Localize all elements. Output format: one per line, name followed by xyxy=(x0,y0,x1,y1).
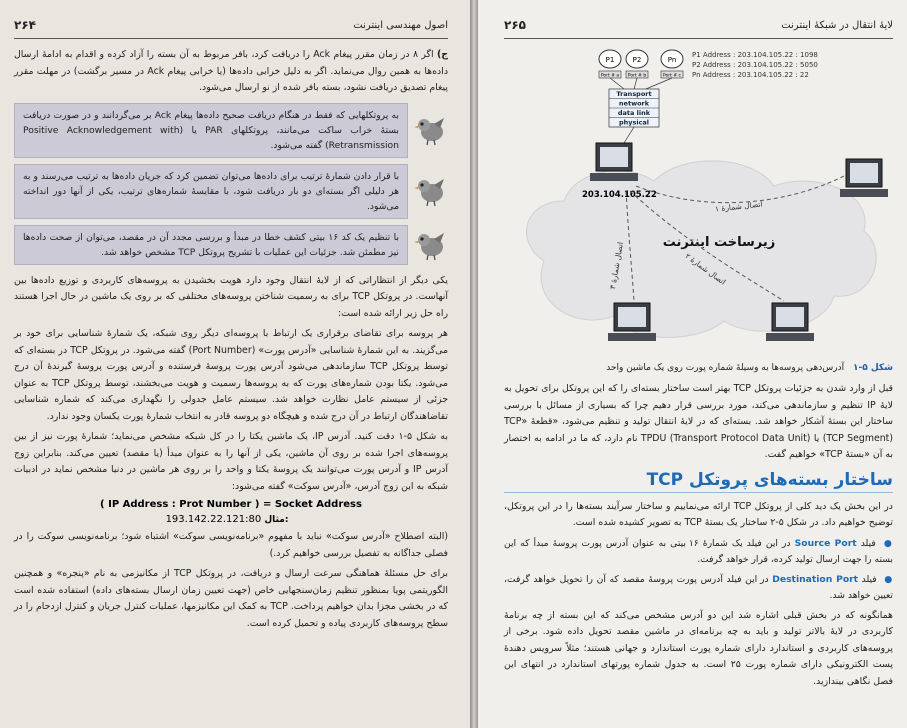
bird-icon xyxy=(414,114,448,146)
connection-label: اتصال شمارهٔ ۱ xyxy=(714,199,763,214)
process-label: Pn xyxy=(667,56,677,64)
footnote-paragraph: (البته اصطلاح «آدرس سوکت» نباید با مفهوم «برنامه‌نویسی سوکت» اشتباه شود؛ برنامه‌نویسی سوکت را در فصلی جداگانه به تفصیل بررسی خواهیم کرد.) xyxy=(14,531,448,559)
port-label: Port # c xyxy=(662,73,682,79)
field-label: فیلد xyxy=(861,573,877,585)
port-label: Port # a xyxy=(600,73,620,79)
stack-layer: Transport xyxy=(616,90,652,98)
process-boxes xyxy=(599,50,683,79)
bird-icon xyxy=(414,229,448,261)
left-running-head xyxy=(14,12,448,39)
list-item xyxy=(504,536,893,568)
process-label: P2 xyxy=(632,56,642,64)
note-sequence xyxy=(14,164,448,219)
computer-icon xyxy=(608,303,656,341)
paragraph: به شکل ۵-۱ دقت کنید. آدرس IP، یک ماشین یکتا را در کل شبکه مشخص می‌نماید؛ شمارهٔ پورت نیز از بین پروسه‌های اجرا شده بر روی آن ماشین، یکی از آنها را به عنوان مبدأ (یا مقصد) تعیین می‌کند. بنابراین زوج آدرس IP و آدرس پورت می‌توانند یک پروسهٔ یکتا و واحد را بر روی هر ماشین در دنیا مشخص نماید در ادبیات شبکه به این زوج آدرس، «آدرس سوکت» گفته می‌شود: xyxy=(14,431,448,492)
port-addressing-figure xyxy=(504,41,893,361)
computer-icon xyxy=(590,143,638,181)
left-page-number: ۲۶۴ xyxy=(14,18,36,32)
field-text: در این فیلد یک شمارهٔ ۱۶ بیتی به عنوان آدرس پورت پروسهٔ مبدأ که این بسته را جهت ارسال تولید کرده، قرار خواهد گرفت. xyxy=(504,537,893,565)
socket-example xyxy=(14,514,448,525)
connection-label: اتصال شمارهٔ ۳ xyxy=(607,241,626,290)
paragraph: یکی دیگر از انتظاراتی که از لایهٔ انتقال وجود دارد هویت بخشیدن به پروسه‌های کاربردی و توزیع داده‌ها بین آنهاست. در پروتکل TCP برای به رسمیت شناختن پروسه‌های مختلفی که بر روی یک ماشین در حال اجرا هستند راه حل زیر ارائه شده است: xyxy=(14,274,448,319)
address-line: P1 Address : 203.104.105.22 : 1098 xyxy=(692,51,818,59)
item-marker: ج) xyxy=(436,49,448,60)
list-item xyxy=(504,572,893,604)
cloud-label: زیرساخت اینترنت xyxy=(662,235,776,250)
field-name: Destination Port xyxy=(772,573,859,585)
right-page-number: ۲۶۵ xyxy=(504,18,526,32)
computer-icon xyxy=(766,303,814,341)
closing-paragraph: همانگونه که در بخش قبلی اشاره شد این دو آدرس مشخص می‌کند که این بسته از چه برنامهٔ کاربردی در لایهٔ بالاتر تولید و باید به چه برنامه‌ای در ماشین مقصد تحویل داده شود. برخی از پروسه‌های کاربردی و استاندارد دارای شماره پورت استاندارد و جهانی هستند؛ مثلاً سرویس دهندهٔ پست الکترونیکی دارای شماره پورت ۲۵ است. به جدول شماره پورتهای استاندارد در انتهای این فصل نگاهی بیندازید. xyxy=(504,609,893,687)
address-lines xyxy=(692,51,818,79)
bullet-icon: ● xyxy=(883,537,894,549)
bird-icon xyxy=(414,175,448,207)
address-line: P2 Address : 203.104.105.22 : 5050 xyxy=(692,61,818,69)
socket-formula: ( IP Address : Prot Number ) = Socket Address xyxy=(100,499,362,510)
stack-layer: data link xyxy=(617,109,651,117)
paragraph: هر پروسه برای تقاضای برقراری یک ارتباط با پروسه‌ای دیگر روی شبکه، یک شمارهٔ شناسایی برای خود بر می‌گزیند. به این شمارهٔ شناسایی «آدرس پورت» (Port Number) گفته می‌شود. در پروتکل TCP در بسته‌ای که توسط پروتکل TCP سازماندهی می‌شود آدرس پورت پروسهٔ فرستنده و آدرس پورت پروسهٔ گیرندهٔ آن درج می‌شود. یکتا بودن شماره‌های پورت که به پروسه‌ها رسمیت و هویت می‌بخشند، توسط پروتکل TCP به عنوان جزئی از سیستم عامل نظارت خواهد شد. سیستم عامل جدولی را نگهداری می‌کند که شماره شناسایی تقاضاهندگان ارتباط در آن درج شده و هیچگاه دو پروسه قادر به انتخاب شمارهٔ پورت یکسان وجود ندارد. xyxy=(14,328,449,422)
right-running-head xyxy=(504,12,893,39)
intro-text: اگر ۸ در زمان مقرر پیغام Ack را دریافت کرد، بافر مربوط به آن بسته را آزاد کرده و اقدام به ادامهٔ ارسال داده‌ها به همین روال می‌نماید. اگر به دلیل خرابی داده‌ها (یا خرابی پیغام Ack در مسیر برگشت) در مهلت مقرر پیغام تصدیق دریافت نشود، بسته بافر شده از نو ارسال می‌شود. xyxy=(14,49,448,93)
right-header-title: لایهٔ انتقال در شبکهٔ اینترنت xyxy=(781,19,893,31)
address-line: Pn Address : 203.104.105.22 : 22 xyxy=(692,71,809,79)
computer-icon xyxy=(840,159,888,197)
field-list xyxy=(504,536,893,604)
note-text: با تنظیم یک کد ۱۶ بیتی کشف خطا در مبدأ و بررسی مجدد آن در مقصد، می‌توان از صحت داده‌ها نیز مطمئن شد. جزئیات این عملیات با تشریح پروتکل TCP مشخص خواهد شد. xyxy=(14,225,408,265)
field-name: Source Port xyxy=(794,537,857,549)
closing-paragraph: برای حل مسئلهٔ هماهنگی سرعت ارسال و دریافت، در پروتکل TCP از مکانیزمی به نام «پنجره» و همچنین الگوریتمی پویا بمنظور تنظیم زمان‌سنجهایی خاص (جهت تعیین زمان ارسال بسته‌های داده) استفاده شده است که در بخشی مجزا بدان خواهیم پرداخت. TCP به کمک این مکانیزمها، عملیات کنترل جریان و کنترل ازدحام را در سطح پروسه‌های کاربردی پیاده و تحمیل کرده است. xyxy=(14,568,448,629)
connection-label: اتصال شمارهٔ ۲ xyxy=(683,251,728,287)
example-value: 193.142.22.121:80 xyxy=(165,514,262,525)
stack-layer: network xyxy=(618,99,650,108)
process-label: P1 xyxy=(605,56,615,64)
right-page xyxy=(478,0,907,728)
note-text: با قرار دادن شمارهٔ ترتیب برای داده‌ها می‌توان تضمین کرد که جریان داده‌ها به ترتیب می‌رسند و به هر دلیلی اگر بسته‌ای دو بار دریافت شود، با مقایسهٔ شماره‌های ترتیب، یکی از آنها دور انداخته می‌شود. xyxy=(14,164,408,219)
stack-layer: physical xyxy=(618,118,650,127)
bullet-icon: ● xyxy=(884,573,893,585)
note-par xyxy=(14,103,448,158)
note-text: به پروتکلهایی که فقط در هنگام دریافت صحیح داده‌ها پیغام Ack بر می‌گردانند و در صورت دریافت بستهٔ خراب ساکت می‌مانند، پروتکلهای PAR یا (Positive Acknowledgement with Retransmission) گفته می‌شود. xyxy=(14,103,408,158)
example-label: مثال: xyxy=(264,515,289,525)
section-title: ساختار بسته‌های پروتکل TCP xyxy=(504,470,893,493)
section-intro: در این بخش یک دید کلی از پروتکل TCP ارائه می‌نماییم و ساختار سرآیند بسته‌ها را در این پروتکل، توضیح خواهیم داد. در شکل ۵-۲ ساختار یک بستهٔ TCP به تصویر کشیده شده است. xyxy=(504,500,893,528)
protocol-stack xyxy=(609,78,672,143)
left-header-title: اصول مهندسی اینترنت xyxy=(353,19,448,31)
intro-paragraph xyxy=(14,47,448,97)
port-label: Port # b xyxy=(627,73,647,79)
figure-caption xyxy=(504,363,893,373)
caption-number: شکل ۵-۱ xyxy=(852,363,893,373)
caption-text: آدرس‌دهی پروسه‌ها به وسیلهٔ شماره پورت روی یک ماشین واحد xyxy=(606,363,845,373)
field-label: فیلد xyxy=(860,537,876,549)
note-checksum xyxy=(14,225,448,265)
paragraph: قبل از وارد شدن به جزئیات پروتکل TCP بهتر است ساختار بسته‌ای را که این پروتکل برای تحویل به لایهٔ IP تنظیم و سازماندهی می‌کند، مورد بررسی قرار دهیم چرا که بسیاری از مسائل با بررسی ساختار این بستهٔ آشکار خواهد شد. بسته‌ای که در لایهٔ انتقال تولید و تنظیم می‌شود، «قطعهٔ TCP» (TCP Segment) یا TPDU (Transport Protocol Data Unit) نام دارد، که ما در ادامه به اختصار به آن «بستهٔ TCP» خواهیم گفت. xyxy=(504,383,894,460)
host-ip: 203.104.105.22 xyxy=(582,190,657,200)
book-gutter xyxy=(470,0,478,728)
field-text: در این فیلد آدرس پورت پروسهٔ مقصد که آن را تحویل خواهد گرفت، تعیین خواهد شد. xyxy=(504,573,893,601)
